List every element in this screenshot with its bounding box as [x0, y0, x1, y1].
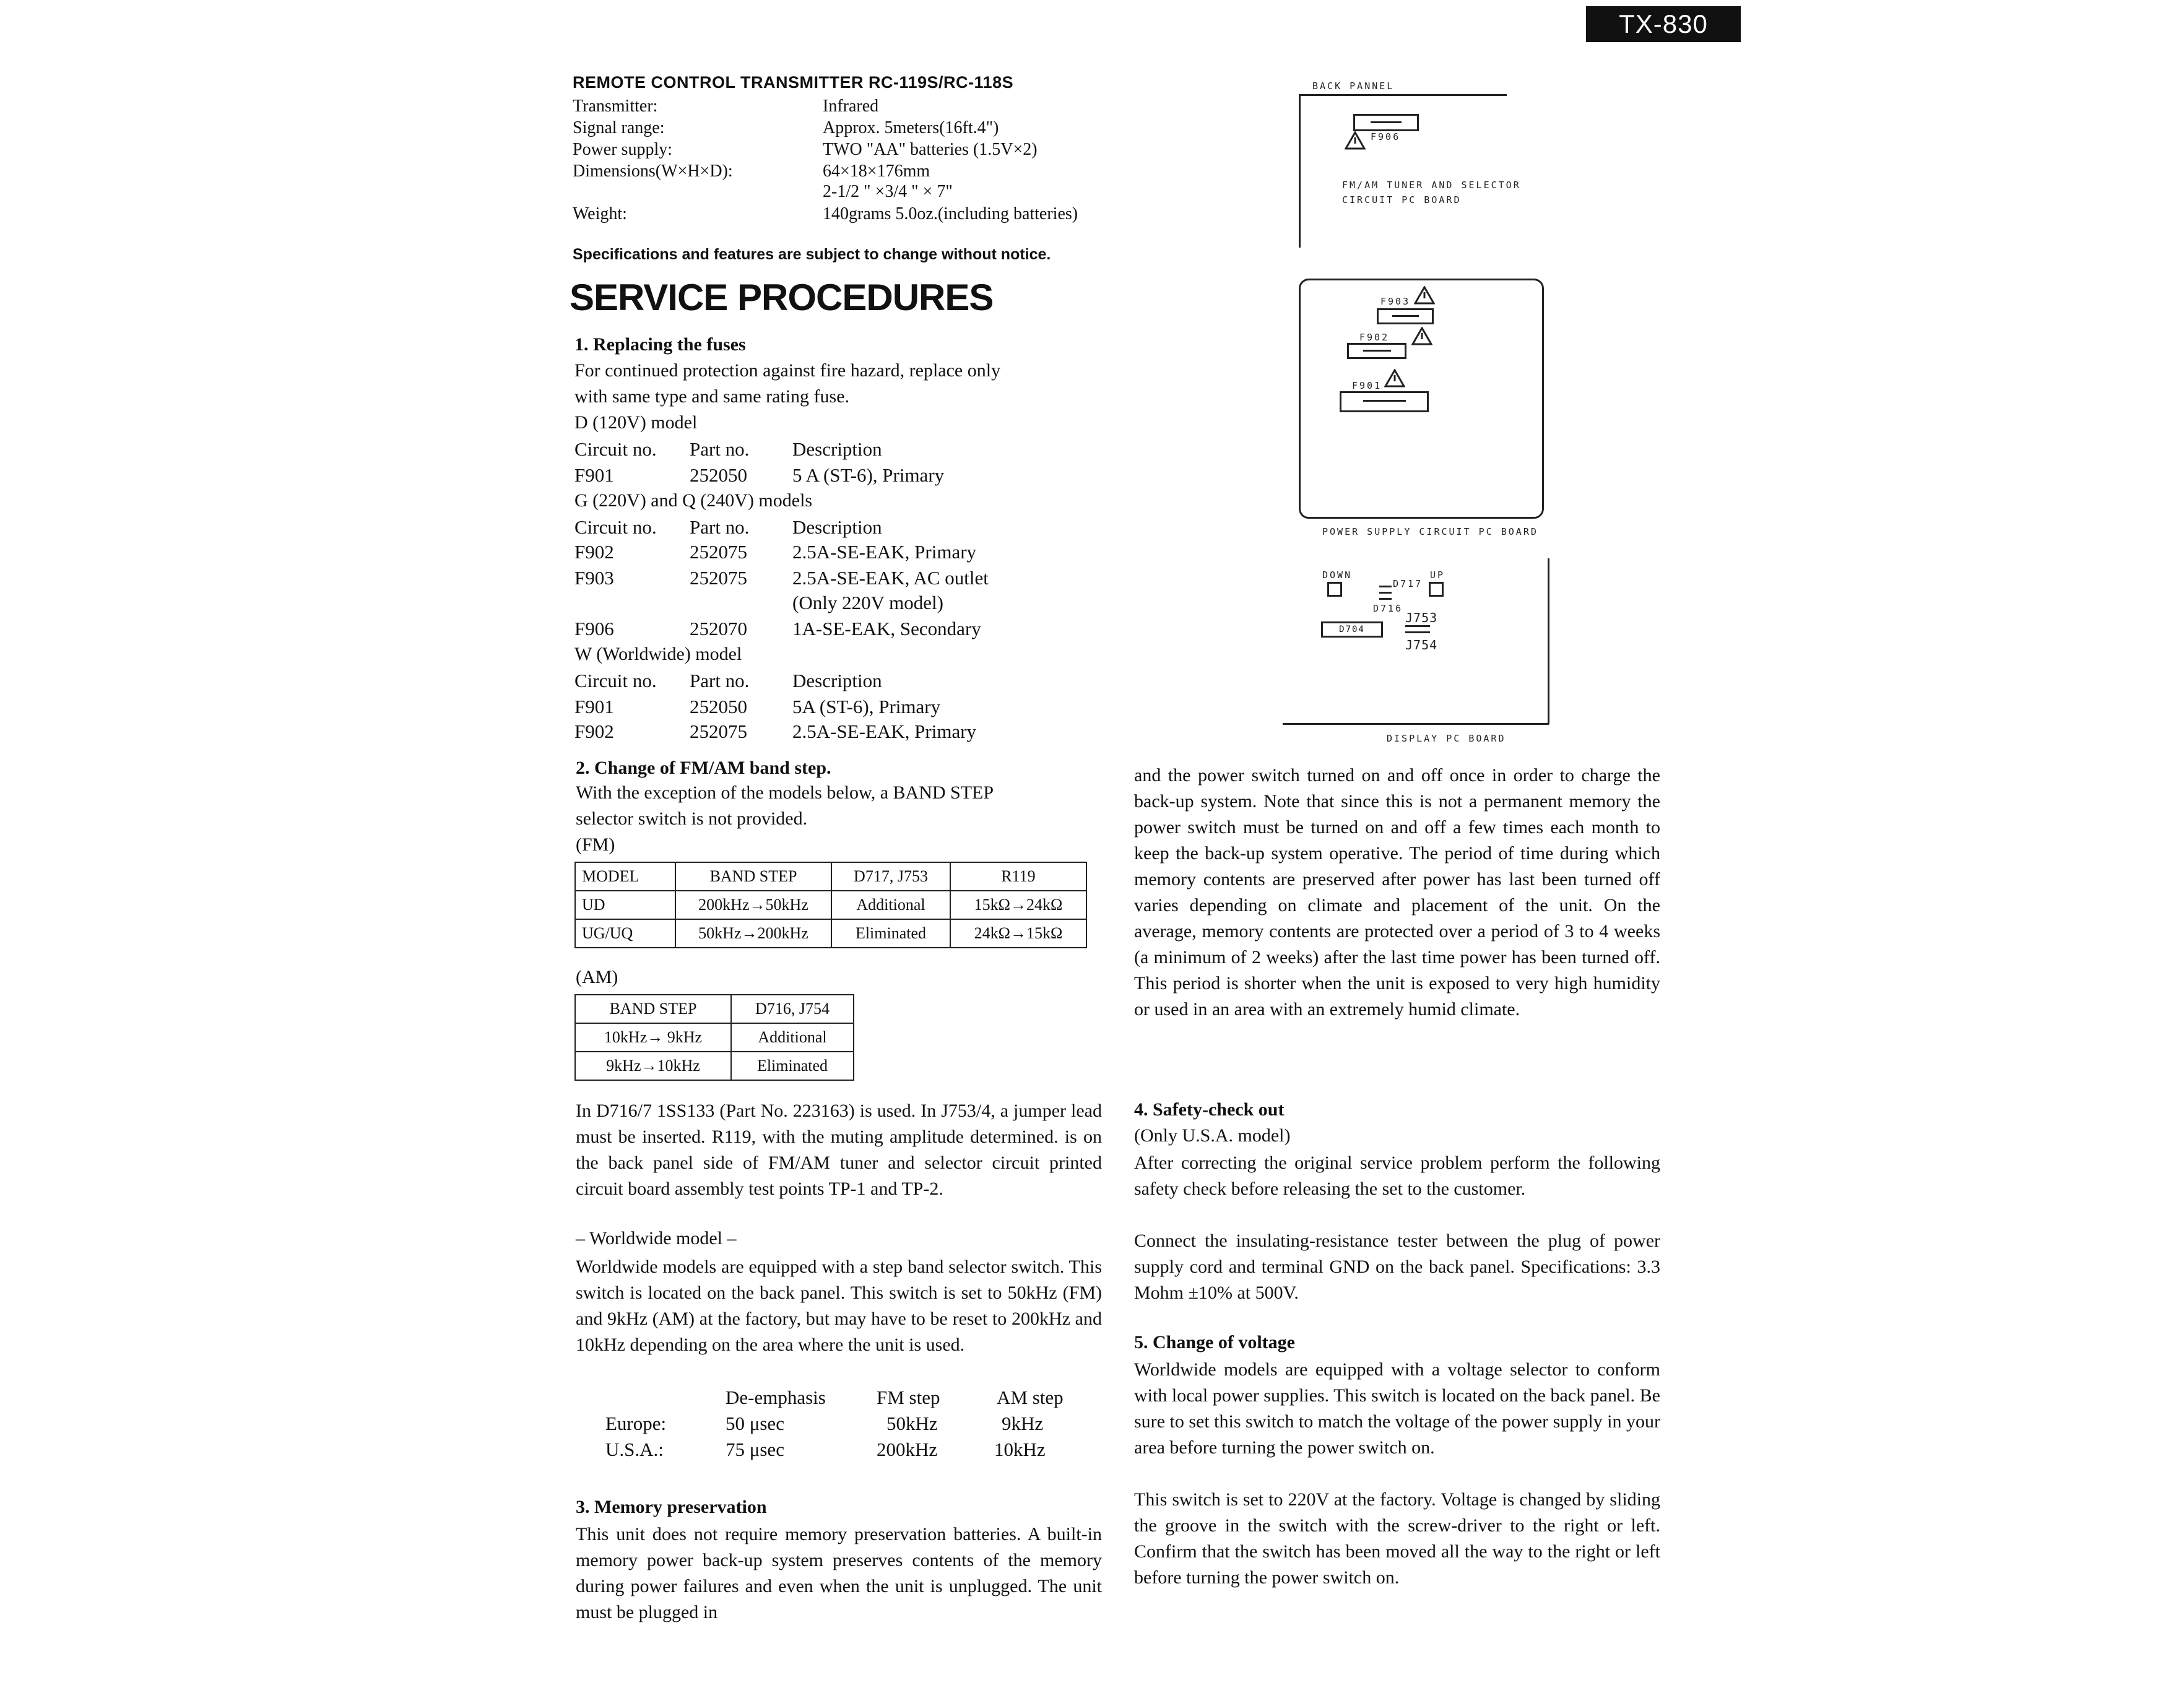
table-cell: 200kHz→50kHz — [675, 891, 831, 919]
col-header: Description — [792, 516, 882, 538]
spec-row — [573, 97, 1130, 119]
board-label: DISPLAY PC BOARD — [1387, 733, 1506, 744]
spec-label: Signal range: — [573, 118, 665, 137]
jumper-icon — [1405, 625, 1430, 627]
switch-label: UP — [1430, 569, 1445, 581]
down-switch-icon — [1327, 582, 1342, 597]
table-header: R119 — [950, 862, 1086, 891]
section-heading: 1. Replacing the fuses — [574, 334, 746, 355]
section-paragraph: After correcting the original service problem perform the following safety check before releasing the set to the customer. — [1134, 1153, 1660, 1199]
col-header: Circuit no. — [574, 516, 657, 538]
description: (Only 220V model) — [792, 592, 943, 613]
table-header: BAND STEP — [675, 862, 831, 891]
diode-label: D716 — [1373, 603, 1403, 614]
col-header: Part no. — [690, 670, 750, 691]
description: 2.5A-SE-EAK, AC outlet — [792, 567, 989, 589]
am-band-table — [574, 994, 854, 1081]
fuse-label: F901 — [1352, 380, 1382, 391]
table-cell: 15kΩ→24kΩ — [950, 891, 1086, 919]
section-text: With the exception of the models below, a BAND STEP — [576, 782, 994, 803]
col-header: Part no. — [690, 516, 750, 538]
fuse-label: F906 — [1371, 131, 1401, 142]
region-cell: 50kHz — [886, 1413, 938, 1434]
description: 2.5A-SE-EAK, Primary — [792, 541, 977, 563]
col-header: AM step — [997, 1387, 1064, 1408]
spec-row — [573, 204, 1130, 227]
spec-value: TWO "AA" batteries (1.5V×2) — [823, 140, 1038, 159]
back-panel-line — [1299, 94, 1507, 96]
table-row — [575, 1023, 854, 1052]
fuse-f901-icon — [1340, 391, 1429, 412]
remote-spec-title: REMOTE CONTROL TRANSMITTER RC-119S/RC-118S — [573, 73, 1014, 92]
table-row — [575, 919, 1086, 948]
section-heading: 5. Change of voltage — [1134, 1332, 1295, 1353]
section-paragraph: This unit does not require memory preservation batteries. A built-in memory power back-up system preserves contents of the memory during power failures and even when the unit is unplugged. The unit must be plugged in — [576, 1524, 1102, 1622]
back-panel-label: BACK PANNEL — [1312, 80, 1395, 92]
section-heading: 3. Memory preservation — [576, 1497, 767, 1517]
part-no: 252070 — [690, 618, 747, 639]
diode-d717-icon — [1379, 592, 1392, 594]
spec-value: Infrared — [823, 97, 879, 116]
display-board-edge — [1548, 558, 1549, 724]
model-label: W (Worldwide) model — [574, 644, 742, 664]
description: 5 A (ST-6), Primary — [792, 464, 945, 486]
circuit-no: F901 — [574, 464, 614, 486]
section-subheading: (Only U.S.A. model) — [1134, 1125, 1291, 1146]
spec-label: Transmitter: — [573, 97, 658, 116]
tuner-board-edge — [1299, 94, 1301, 248]
worldwide-label: – Worldwide model – — [576, 1228, 737, 1249]
description: 2.5A-SE-EAK, Primary — [792, 721, 977, 742]
spec-value: 140grams 5.0oz.(including batteries) — [823, 204, 1078, 223]
table-label: (FM) — [576, 834, 615, 855]
section-heading: 2. Change of FM/AM band step. — [576, 758, 831, 778]
spec-note: Specifications and features are subject to change without notice. — [573, 246, 1051, 263]
model-badge: TX-830 — [1586, 6, 1741, 42]
section-text: For continued protection against fire hazard, replace only — [574, 360, 1001, 381]
spec-label: Dimensions(W×H×D): — [573, 162, 733, 181]
model-label: G (220V) and Q (240V) models — [574, 490, 813, 511]
spec-value: 64×18×176mm — [823, 162, 930, 181]
table-cell: 24kΩ→15kΩ — [950, 919, 1086, 948]
table-cell: 50kHz→200kHz — [675, 919, 831, 948]
section-paragraph: Worldwide models are equipped with a voltage selector to conform with local power supplies. This switch is located on the back panel. Be sure to set this switch to match the voltage of the power supply in your area before turning the power switch on. — [1134, 1359, 1660, 1458]
col-header: Part no. — [690, 438, 750, 460]
spec-label: Power supply: — [573, 140, 672, 159]
circuit-no: F906 — [574, 618, 614, 639]
warning-triangle-icon — [1345, 131, 1366, 150]
table-cell: UD — [575, 891, 675, 919]
region-cell: 50 μsec — [726, 1413, 784, 1434]
col-header: Description — [792, 670, 882, 691]
region-cell: 9kHz — [1002, 1413, 1044, 1434]
section-paragraph: This switch is set to 220V at the factory. Voltage is changed by sliding the groove in the switch with the screw-driver to the right or left. Confirm that the switch has been moved all the way to the right or left before turning the power switch on. — [1134, 1489, 1660, 1588]
diode-d716-icon — [1379, 598, 1392, 600]
spec-row — [573, 140, 1130, 162]
col-header: De-emphasis — [726, 1387, 826, 1408]
table-cell: 10kHz→ 9kHz — [575, 1023, 731, 1052]
region-name: Europe: — [605, 1413, 667, 1434]
table-header-row — [575, 995, 854, 1023]
section-paragraph: Connect the insulating-resistance tester between the plug of power supply cord and terminal GND on the back panel. Specifications: 3.3 Mohm ±10% at 500V. — [1134, 1231, 1660, 1303]
table-cell: Eliminated — [731, 1052, 854, 1080]
col-header: Description — [792, 438, 882, 460]
col-header: FM step — [877, 1387, 940, 1408]
table-header: D716, J754 — [731, 995, 854, 1023]
region-cell: 75 μsec — [726, 1439, 784, 1460]
fuse-f902-icon — [1347, 343, 1406, 359]
spec-row — [573, 162, 1130, 184]
part-no: 252050 — [690, 696, 747, 717]
fuse-label: F902 — [1359, 332, 1390, 343]
table-cell: Additional — [731, 1023, 854, 1052]
table-cell: UG/UQ — [575, 919, 675, 948]
section-paragraph: In D716/7 1SS133 (Part No. 223163) is used. In J753/4, a jumper lead must be inserted. R119, with the muting amplitude determined. is on the back panel side of FM/AM tuner and selector circuit printed circuit board assembly test points TP-1 and TP-2. — [576, 1101, 1102, 1199]
board-label: POWER SUPPLY CIRCUIT PC BOARD — [1322, 526, 1538, 537]
board-label: CIRCUIT PC BOARD — [1342, 194, 1462, 206]
table-header: MODEL — [575, 862, 675, 891]
circuit-no: F902 — [574, 541, 614, 563]
warning-triangle-icon — [1411, 327, 1432, 345]
table-header-row — [575, 862, 1086, 891]
jumper-label: J754 — [1405, 638, 1438, 652]
diode-label: D717 — [1393, 578, 1423, 589]
fuse-f903-icon — [1377, 308, 1434, 324]
display-board-bottom — [1283, 723, 1549, 725]
spec-label: Weight: — [573, 204, 627, 223]
warning-triangle-icon — [1414, 286, 1435, 305]
table-cell: Additional — [831, 891, 950, 919]
table-cell: 9kHz→10kHz — [575, 1052, 731, 1080]
table-row — [575, 1052, 854, 1080]
table-cell: Eliminated — [831, 919, 950, 948]
circuit-no: F902 — [574, 721, 614, 742]
diode-d717-icon — [1379, 586, 1392, 587]
table-header: D717, J753 — [831, 862, 950, 891]
page-title: SERVICE PROCEDURES — [570, 277, 994, 318]
section-heading: 4. Safety-check out — [1134, 1099, 1285, 1120]
region-cell: 200kHz — [877, 1439, 938, 1460]
model-label: D (120V) model — [574, 412, 698, 433]
table-label: (AM) — [576, 967, 618, 987]
fm-band-table — [574, 862, 1087, 948]
fuse-f906-icon — [1353, 114, 1419, 131]
part-no: 252075 — [690, 721, 747, 742]
switch-label: DOWN — [1322, 569, 1353, 581]
col-header: Circuit no. — [574, 438, 657, 460]
spec-value: 2-1/2 " ×3/4 " × 7" — [823, 182, 953, 201]
warning-triangle-icon — [1384, 369, 1405, 387]
table-header: BAND STEP — [575, 995, 731, 1023]
spec-row — [573, 118, 1130, 141]
d704-component: D704 — [1321, 621, 1383, 638]
jumper-icon — [1405, 631, 1430, 633]
circuit-no: F903 — [574, 567, 614, 589]
up-switch-icon — [1429, 582, 1444, 597]
description: 1A-SE-EAK, Secondary — [792, 618, 981, 639]
section-paragraph: Worldwide models are equipped with a step band selector switch. This switch is located on the back panel. This switch is set to 50kHz (FM) and 9kHz (AM) at the factory, but may have to be reset to 200kHz and 10kHz depending on the area where the unit is used. — [576, 1257, 1102, 1355]
description: 5A (ST-6), Primary — [792, 696, 941, 717]
table-row — [575, 891, 1086, 919]
part-no: 252075 — [690, 541, 747, 563]
section-text: selector switch is not provided. — [576, 808, 808, 829]
part-no: 252075 — [690, 567, 747, 589]
fuse-label: F903 — [1380, 296, 1411, 307]
col-header: Circuit no. — [574, 670, 657, 691]
section-paragraph: and the power switch turned on and off once in order to charge the back-up system. Note that since this is not a permanent memory the power switch must be turned on and off a few times each month to keep the back-up system operative. The period of time during which memory contents are preserved after power has last been turned off varies depending on climate and placement of the unit. On the average, memory contents are protected over a period of 3 to 4 weeks (a minimum of 2 weeks) after the last time power has been turned off. This period is shorter when the unit is exposed to very high humidity or used in an area with an extremely humid climate. — [1134, 765, 1660, 1019]
part-no: 252050 — [690, 464, 747, 486]
spec-value: Approx. 5meters(16ft.4") — [823, 118, 999, 137]
circuit-no: F901 — [574, 696, 614, 717]
board-label: FM/AM TUNER AND SELECTOR — [1342, 180, 1521, 191]
section-text: with same type and same rating fuse. — [574, 386, 850, 407]
region-cell: 10kHz — [994, 1439, 1046, 1460]
region-name: U.S.A.: — [605, 1439, 664, 1460]
spec-row — [573, 182, 1130, 204]
jumper-label: J753 — [1405, 610, 1438, 625]
